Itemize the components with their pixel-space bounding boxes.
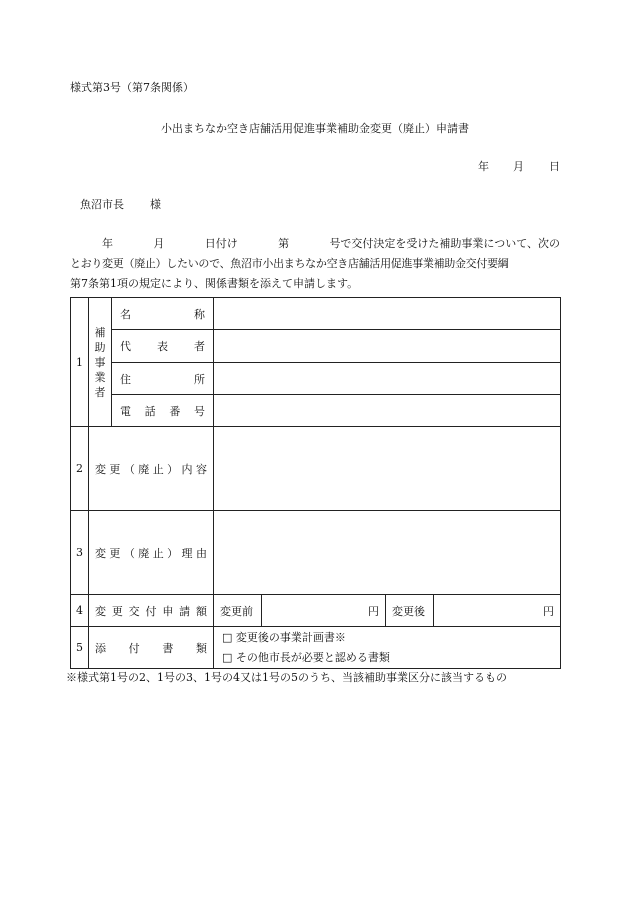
- applicant-group-label: [89, 298, 112, 427]
- row-number: 4: [71, 595, 89, 627]
- field-label-phone: 電 話 番 号: [112, 395, 214, 427]
- attachment-checkbox-plan[interactable]: □ 変更後の事業計画書※: [222, 630, 346, 644]
- footnote: ※様式第1号の2、1号の3、1号の4又は1号の5のうち、当該補助事業区分に該当するもの: [66, 671, 507, 684]
- row-number: 3: [71, 511, 89, 595]
- date-month: 月: [513, 160, 524, 173]
- field-label-address: 住 所: [112, 363, 214, 395]
- field-label-name: 名 称: [112, 298, 214, 330]
- row-number: 1: [71, 298, 89, 427]
- name-input[interactable]: [214, 298, 561, 330]
- table-row: [71, 395, 561, 427]
- body-dai: 第: [278, 237, 290, 250]
- change-content-input[interactable]: [214, 427, 561, 511]
- table-row: [71, 595, 561, 627]
- vert-char: 補: [94, 325, 106, 339]
- row-number: 2: [71, 427, 89, 511]
- body-month: 月: [153, 237, 165, 250]
- vert-char: 者: [94, 385, 106, 399]
- document-title: 小出まちなか空き店舗活用促進事業補助金変更（廃止）申請書: [161, 122, 469, 135]
- table-row: [71, 363, 561, 395]
- table-row: [71, 298, 561, 330]
- vert-char: 業: [94, 370, 106, 384]
- form-number: 様式第3号（第7条関係）: [70, 81, 194, 94]
- address-input[interactable]: [214, 363, 561, 395]
- date-day: 日: [549, 160, 560, 173]
- before-change-amount[interactable]: 円: [262, 595, 386, 627]
- attachments-list: [214, 627, 561, 669]
- body-line-2: とおり変更（廃止）したいので、魚沼市小出まちなか空き店舗活用促進事業補助金交付要綱: [70, 257, 509, 270]
- after-change-label: 変更後: [386, 595, 434, 627]
- body-year: 年: [102, 237, 113, 250]
- vert-char: 事: [94, 355, 106, 369]
- attachments-label: 添 付 書 類: [89, 627, 214, 669]
- row-number: 5: [71, 627, 89, 669]
- body-line-3: 第7条第1項の規定により、関係書類を添えて申請します。: [70, 277, 359, 290]
- change-reason-input[interactable]: [214, 511, 561, 595]
- before-change-label: 変更前: [214, 595, 262, 627]
- change-content-label: 変 更 （ 廃 止 ） 内 容: [89, 427, 214, 511]
- representative-input[interactable]: [214, 330, 561, 363]
- body-line-1: [70, 234, 560, 254]
- table-row: [71, 330, 561, 363]
- vert-char: 助: [94, 340, 106, 354]
- table-row: [71, 427, 561, 511]
- body-line-1-rest: 号で交付決定を受けた補助事業について、次の: [329, 237, 560, 250]
- phone-input[interactable]: [214, 395, 561, 427]
- addressee-honorific: 様: [150, 198, 161, 211]
- attachment-checkbox-other[interactable]: □ その他市長が必要と認める書類: [222, 650, 390, 664]
- request-body: [70, 234, 560, 294]
- grant-amount-label: 変 更 交 付 申 請 額: [89, 595, 214, 627]
- after-change-amount[interactable]: 円: [434, 595, 561, 627]
- date-year: 年: [478, 160, 489, 173]
- addressee-name: 魚沼市長: [80, 198, 124, 211]
- addressee: [80, 196, 161, 212]
- change-reason-label: 変 更 （ 廃 止 ） 理 由: [89, 511, 214, 595]
- field-label-representative: 代 表 者: [112, 330, 214, 363]
- application-table: [70, 297, 561, 669]
- table-row: [71, 511, 561, 595]
- body-day: 日付け: [204, 237, 238, 250]
- table-row: [71, 627, 561, 669]
